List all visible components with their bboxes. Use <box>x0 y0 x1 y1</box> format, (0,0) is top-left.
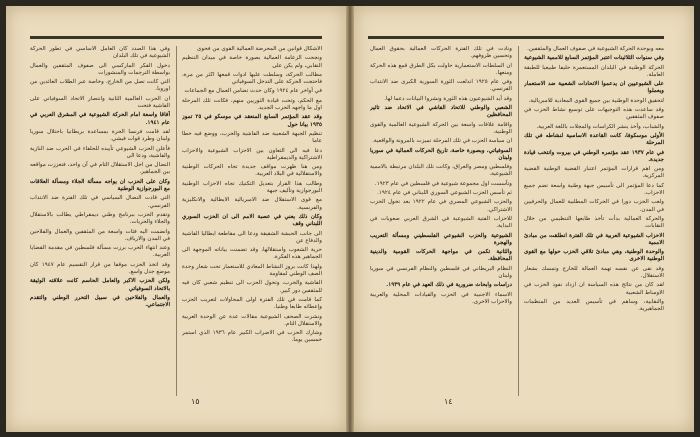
paragraph: وعند انتهاء الحرب برزت مسألة فلسطين في مقدمة القضايا العربية. <box>30 245 170 259</box>
paragraph: كما دعا المؤتمر الى تأسيس جبهة وطنية واسعة تضم جميع الاحزاب. <box>524 182 664 197</box>
paragraph: السوفياتي، وبصورة خاصة، تاريخ الحركات العمالية في سوريا ولبنان <box>370 147 512 161</box>
paragraph: وقد ساعدت هذه التوجيهات على توسيع نشاط الحزب في صفوف المثقفين <box>524 107 664 121</box>
paragraph: وتأسست اول مجموعة شيوعية في فلسطين في عام ١٩٢٣. <box>374 180 512 187</box>
paragraph: في أواخر عام ١٩٢٤ وكان حدث تضامن العمال مع الجماعات <box>184 88 322 95</box>
paragraph: ان سياسة الحزب في تلك المرحلة تميزت بالمرونة والواقعية. <box>372 138 512 145</box>
paragraph: ولهذا كانت بروز النشاط المعادي للاستعمار تحت شعار وحدة الصف الوطني لمقاومة <box>182 263 322 278</box>
paragraph: دعا فيه الى التعاون بين الاحزاب الشيوعية والاحزاب الاشتراكية والديمقراطية <box>182 147 322 161</box>
paragraph: والشباب، وأخذ ينشر الكراسات والمجلات باللغة العربية. <box>536 123 664 130</box>
paragraph: ومن هنا ظهرت مواقف جديدة تجاه الحركات الوطنية والاستقلالية في البلاد العربية. <box>182 164 322 178</box>
paragraph: وفي هذا الصدد كان العامل الاساسي في تطور الحركة الشيوعية في تلك البلدان <box>30 46 170 60</box>
paragraph: الشيوعية والحزب الشيوعي الفلسطيني ومسألة التعريب والهجرة <box>370 232 512 246</box>
paragraph: مطالب الحركة، وسلطت عليها ادوات قمعها اكثر من مرة، فاحتجت الحركة على التدخل السوفياتي <box>182 71 322 86</box>
paragraph: لقد قامت فرنسا الحرة بمساعدة بريطانيا باحتلال سوريا ولبنان وطرد قوات فيشي. <box>30 128 170 143</box>
paragraph: ونشرت الصحف الشيوعية مقالات عدة عن الوحدة العربية والاستقلال التام. <box>182 313 322 327</box>
paragraph: والحزب الشيوعي المصري في عام ١٩٢٢ بعد تحول الحزب الاشتراكي. <box>370 199 512 213</box>
paragraph: حرية الشعوب واستقلالها، وقد تضمنت بياناته الموجهة الى الجماهير هذه الفكرة. <box>182 247 322 261</box>
top-rule <box>368 36 664 39</box>
paragraph: والوحدة الوطنية، وهي مبادئ تلاقي الحزب حولها مع القوى الوطنية الاخرى <box>524 249 664 263</box>
paragraph: وقد نفى عن نفسه تهمة العمالة للخارج وتمسك بشعار الاستقلال. <box>524 265 664 280</box>
left-page <box>6 6 346 432</box>
column-divider <box>518 46 519 396</box>
paragraph: وقد أيد الشيوعيون هذه الثورة ونشروا البيانات دعما لها. <box>384 95 512 102</box>
paragraph: ثم تأسس الحزب الشيوعي السوري اللبناني في عام ١٩٢٤. <box>377 190 512 197</box>
paragraph: في عام ١٩٣٧ عقد مؤتمره الوطني في بيروت وانتخب قيادة جديدة. <box>524 149 664 163</box>
right-page-column-left <box>370 46 512 396</box>
paragraph: فأعلن الحزب الشيوعي تأييده للحلفاء في الحرب ضد النازية والفاشية، ودعا الى <box>30 145 170 159</box>
paragraph: الاسماء الاجنبية في الحزب والقيادات المحلية والعربية والاحزاب الاخرى. <box>370 291 512 305</box>
paragraph: التي قادت النضال السياسي في تلك الفترة ضد الانتداب الفرنسي. <box>30 195 170 209</box>
paragraph: ان السلطات الاستعمارية حاولت بكل الطرق قمع هذه الحركة ومنعها. <box>370 62 512 76</box>
paragraph: مع قوى الاستقلال ضد الامبريالية الايطالية والانكليزية والفرنسية. <box>182 197 322 211</box>
paragraph: النظام البريطاني في فلسطين والنظام الفرنسي في سوريا ولبنان <box>370 265 512 280</box>
paragraph: والحركة العمالية بدأت تأخذ طابعها التنظيمي من خلال النقابات. <box>524 215 664 230</box>
paragraph: معه وبوحدة الحركة الشيوعية في صفوف العمال والمثقفين. <box>527 46 664 52</box>
paragraph: وكان ذلك يعني في عصبة الامم الى ان الحزب السوري اللبناني وقف <box>182 213 322 228</box>
paragraph: الى جانب الحبشة الشقيقة ودعا الى مقاطعة ايطاليا الفاشية والدفاع عن <box>182 230 322 244</box>
top-rule <box>30 36 322 39</box>
paragraph: وفي عام ١٩٢٥ اندلعت الثورة السورية الكبرى ضد الانتداب الفرنسي. <box>370 79 512 93</box>
paragraph: على الشيوعيين ان يدعموا الاتحادات الشعبية ضد الاستعمار ويعملوا <box>524 81 664 95</box>
paragraph: وقد اتخذ الحزب موقفا من قرار التقسيم عام ١٩٤٧ كان موضع جدل واسع. <box>30 261 170 276</box>
paragraph: وشارك الحزب في الاضراب الكبير عام ١٩٣٦ الذي استمر خمسين يوما. <box>182 330 322 344</box>
paragraph: وانضمت اليه فئات واسعة من المثقفين والعمال والفلاحين في المدن والارياف. <box>30 228 170 242</box>
paragraph: الشعبي والوطني للاتحاد الفاشي في الاتحاد ضد تاثير المحافظين <box>370 105 512 119</box>
paragraph: والعمال والفلاحين في سبيل التحرر الوطني والتقدم الاجتماعي. <box>30 294 170 309</box>
paragraph: الاشكال قوانين من المحرضة العمالية القوى من فحوى <box>197 46 322 52</box>
paragraph: والنقابية، وساهم في تأسيس العديد من المنظمات الجماهيرية. <box>524 298 664 313</box>
paragraph: للاحزاب الفتية الشيوعية في الشرق العربي صعوبات في البداية. <box>370 215 512 230</box>
paragraph: الاحزاب الشيوعية العربية في تلك الفترة انطلقت من مبادئ الاممية <box>524 232 664 246</box>
paragraph: وفي سنوات الثلاثينات اعتبر المؤتمر السابع للاممية الشيوعية <box>524 55 664 62</box>
column-divider <box>176 46 177 396</box>
paragraph: والثانية تكمن في مواجهة الحركات القومية والدينية المحافظة. <box>370 249 512 263</box>
right-page-column-right <box>524 46 664 396</box>
paragraph: ولكن الحزب الاكبر والعامل الحاسم كانت علاقته الوثيقة بالاتحاد السوفياتي <box>30 278 170 292</box>
paragraph: ان الحرب العالمية الثانية وانتصار الاتحاد السوفياتي على الفاشية فتحت <box>30 95 170 110</box>
paragraph: لقد كان من نتائج هذه السياسة ان ازداد نفوذ الحزب في الاوساط الشعبية <box>524 282 664 296</box>
paragraph: وفلسطين ومصر والعراق، وكانت تلك البلدان مرتبطة بالاممية الشيوعية. <box>370 164 512 178</box>
paragraph: وكان على الحزب ان يواجه مسألة الجلاء ومسألة العلاقات مع البورجوازية الوطنية <box>30 178 170 193</box>
paragraph: كما قامت في تلك الفترة اولى المحاولات لتعريب الحزب وإعطائه طابعا وطنيا. <box>182 296 322 311</box>
paragraph: دخول الفكر الماركسي الى صفوف المثقفين والعمال بواسطة الترجمات والمنشورات <box>30 62 170 76</box>
paragraph: النضال من اجل الاستقلال التام في آن واحد، فتعززت مواقعه بين الجماهير. <box>30 162 170 176</box>
paragraph: ونجحت الزعامة العمالية بصورة خاصة في ميدان التنظيم النقابي، ولم يكن على <box>182 55 322 69</box>
paragraph: وتقدم الحزب ببرنامج وطني ديمقراطي يطالب بالاستقلال والجلاء والحريات. <box>30 211 170 226</box>
page-number: ١٥ <box>191 397 200 406</box>
paragraph: ونادت في تلك الفترة الحركات العمالية بحقوق العمال وتحسين ظروفهم. <box>370 46 512 60</box>
paragraph: دراسات وابحاث ضرورية في ذلك العهد في عام ١٩٣٩. <box>386 282 512 289</box>
paragraph: ولعب الحزب دورا في الحركات المطلبية للعمال والحرفيين في المدن. <box>524 199 664 213</box>
paragraph: واقامة علاقات واسعة بين الحركة الشيوعية العالمية والقوى الوطنية. <box>370 121 512 135</box>
paragraph: وطالب هذا القرار بتعديل التكتيك تجاه الاحزاب الوطنية البورجوازية وتأليف جبهة <box>182 180 322 195</box>
paragraph: وقد عقد المؤتمر السابع المنعقد في موسكو في ٢٥ تموز ١٩٣٥ بيانا حول <box>182 114 322 128</box>
paragraph: آفاقا واسعة امام الحركة الشيوعية في المشرق العربي في عام ١٩٤١. <box>30 112 170 126</box>
paragraph: ومن اهم قرارات المؤتمر اعتبار القضية الوطنية القضية المركزية. <box>524 166 664 180</box>
paragraph: لتحقيق الوحدة الوطنية بين جميع القوى المعادية للامبريالية. <box>528 97 664 104</box>
left-page-column-right <box>182 46 322 396</box>
paragraph: الفاشية والحرب، وتحول الحزب الى تنظيم شعبي كان فيه للمثقفين دور كبير. <box>182 280 322 294</box>
paragraph: التي كانت تصل من الخارج، وخاصة عبر الطلاب العائدين من اوروبا. <box>30 79 170 93</box>
left-page-column-left <box>30 46 170 396</box>
page-number: ١٤ <box>444 397 453 406</box>
paragraph: الأولى موسكوفا، كانت القاعدة الاساسية لنشاطه في تلك المرحلة <box>524 132 664 147</box>
right-page <box>354 6 694 432</box>
paragraph: تنظيم الجبهة الشعبية ضد الفاشية والحرب، ووضع فيه خطا عاما <box>182 130 322 145</box>
paragraph: الحركة الوطنية في البلدان المستعمرة حليفا طبيعيا للطبقة العاملة. <box>524 64 664 78</box>
paragraph: مع الحكم، وتحت قيادة الثوريين منهم، فكانت تلك المرحلة اول ما واجهه الحزب الجديد. <box>182 97 322 112</box>
book-gutter <box>346 6 354 432</box>
